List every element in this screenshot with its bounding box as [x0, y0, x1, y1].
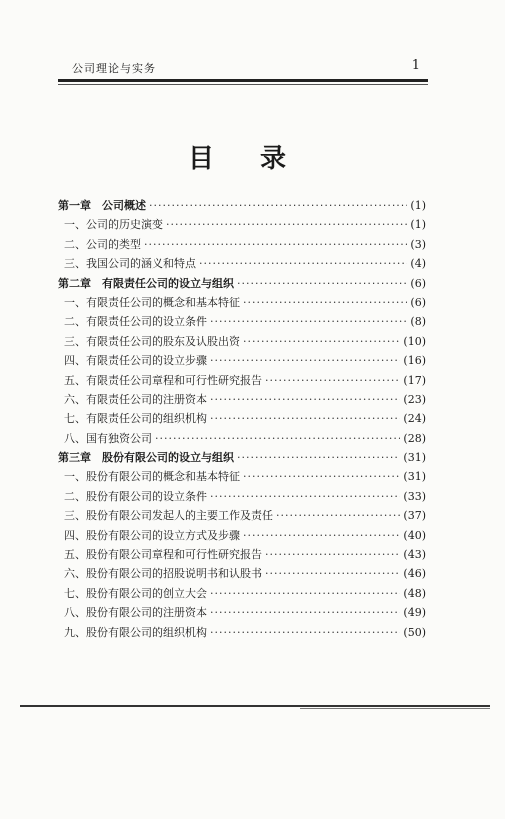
toc-entry-page: (4) — [410, 257, 426, 271]
dot-leader — [210, 412, 400, 425]
toc-section-entry — [58, 546, 426, 565]
toc-entry-label: 二、公司的类型 — [64, 237, 141, 251]
toc-entry-label: 第三章 股份有限公司的设立与组织 — [58, 451, 234, 465]
table-of-contents — [58, 197, 426, 643]
toc-entry-label: 一、股份有限公司的概念和基本特征 — [64, 470, 240, 484]
toc-section-entry — [58, 255, 426, 274]
toc-section-entry — [58, 507, 426, 526]
toc-section-entry — [58, 333, 426, 352]
toc-section-entry — [58, 313, 426, 332]
running-header — [62, 60, 422, 76]
dot-leader — [210, 393, 400, 406]
toc-entry-page: (10) — [403, 334, 426, 348]
page-number: 1 — [411, 58, 420, 73]
dot-leader — [276, 509, 400, 522]
toc-entry-page: (28) — [403, 431, 426, 445]
toc-entry-label: 八、股份有限公司的注册资本 — [64, 606, 207, 620]
dot-leader — [265, 567, 400, 580]
toc-section-entry — [58, 430, 426, 449]
toc-entry-label: 二、有限责任公司的设立条件 — [64, 315, 207, 329]
toc-chapter-entry — [58, 275, 426, 294]
toc-entry-label: 九、股份有限公司的组织机构 — [64, 625, 207, 639]
toc-entry-label: 六、股份有限公司的招股说明书和认股书 — [64, 567, 262, 581]
toc-entry-label: 一、有限责任公司的概念和基本特征 — [64, 295, 240, 309]
toc-entry-page: (17) — [403, 373, 426, 387]
dot-leader — [243, 296, 407, 309]
toc-section-entry — [58, 372, 426, 391]
toc-chapter-entry — [58, 449, 426, 468]
toc-entry-page: (6) — [410, 276, 426, 290]
dot-leader — [237, 277, 407, 290]
toc-section-entry — [58, 624, 426, 643]
toc-entry-page: (1) — [410, 199, 426, 212]
dot-leader — [155, 432, 400, 445]
toc-entry-label: 一、公司的历史演变 — [64, 218, 163, 232]
toc-entry-page: (46) — [403, 567, 426, 581]
toc-section-entry — [58, 236, 426, 255]
toc-section-entry — [58, 391, 426, 410]
dot-leader — [265, 374, 400, 387]
toc-section-entry — [58, 468, 426, 487]
toc-entry-label: 五、有限责任公司章程和可行性研究报告 — [64, 373, 262, 387]
toc-entry-page: (48) — [403, 586, 426, 600]
toc-section-entry — [58, 352, 426, 371]
dot-leader — [243, 335, 400, 348]
toc-section-entry — [58, 604, 426, 623]
toc-entry-label: 八、国有独资公司 — [64, 431, 152, 445]
toc-entry-label: 四、股份有限公司的设立方式及步骤 — [64, 528, 240, 542]
toc-entry-page: (16) — [403, 354, 426, 368]
toc-entry-page: (40) — [403, 528, 426, 542]
dot-leader — [237, 451, 400, 464]
toc-entry-page: (3) — [410, 237, 426, 251]
toc-entry-page: (37) — [403, 509, 426, 523]
toc-entry-page: (33) — [403, 489, 426, 503]
toc-entry-label: 第二章 有限责任公司的设立与组织 — [58, 276, 234, 290]
toc-section-entry — [58, 216, 426, 235]
toc-section-entry — [58, 488, 426, 507]
toc-title: 目录 — [188, 144, 333, 174]
toc-section-entry — [58, 294, 426, 313]
toc-section-entry — [58, 565, 426, 584]
dot-leader — [210, 606, 400, 619]
toc-entry-page: (43) — [403, 548, 426, 562]
toc-section-entry — [58, 527, 426, 546]
toc-section-entry — [58, 410, 426, 429]
toc-entry-page: (24) — [403, 412, 426, 426]
toc-entry-label: 三、我国公司的涵义和特点 — [64, 257, 196, 271]
dot-leader — [210, 315, 407, 328]
dot-leader — [199, 257, 407, 270]
toc-entry-label: 五、股份有限公司章程和可行性研究报告 — [64, 548, 262, 562]
toc-entry-page: (50) — [403, 625, 426, 639]
header-rule-thin — [58, 84, 428, 85]
dot-leader — [243, 529, 400, 542]
toc-entry-label: 七、有限责任公司的组织机构 — [64, 412, 207, 426]
toc-entry-page: (49) — [403, 606, 426, 620]
toc-entry-label: 三、有限责任公司的股东及认股出资 — [64, 334, 240, 348]
dot-leader — [210, 490, 400, 503]
toc-entry-label: 四、有限责任公司的设立步骤 — [64, 354, 207, 368]
toc-entry-page: (23) — [403, 392, 426, 406]
dot-leader — [243, 470, 400, 483]
dot-leader — [210, 587, 400, 600]
dot-leader — [210, 354, 400, 367]
toc-entry-label: 六、有限责任公司的注册资本 — [64, 392, 207, 406]
book-title: 公司理论与实务 — [72, 62, 156, 75]
toc-entry-page: (8) — [410, 315, 426, 329]
toc-entry-page: (31) — [403, 451, 426, 465]
toc-entry-label: 二、股份有限公司的设立条件 — [64, 489, 207, 503]
toc-chapter-entry — [58, 197, 426, 216]
dot-leader — [265, 548, 400, 561]
toc-entry-page: (1) — [410, 218, 426, 232]
toc-section-entry — [58, 585, 426, 604]
toc-entry-page: (6) — [410, 295, 426, 309]
dot-leader — [166, 218, 407, 231]
dot-leader — [144, 238, 407, 251]
header-rule-thick — [58, 79, 428, 82]
toc-entry-label: 第一章 公司概述 — [58, 199, 146, 212]
toc-entry-label: 三、股份有限公司发起人的主要工作及责任 — [64, 509, 273, 523]
dot-leader — [210, 626, 400, 639]
bottom-rule-thin — [300, 708, 490, 709]
toc-entry-page: (31) — [403, 470, 426, 484]
bottom-rule — [20, 705, 490, 707]
dot-leader — [149, 199, 407, 212]
toc-entry-label: 七、股份有限公司的创立大会 — [64, 586, 207, 600]
